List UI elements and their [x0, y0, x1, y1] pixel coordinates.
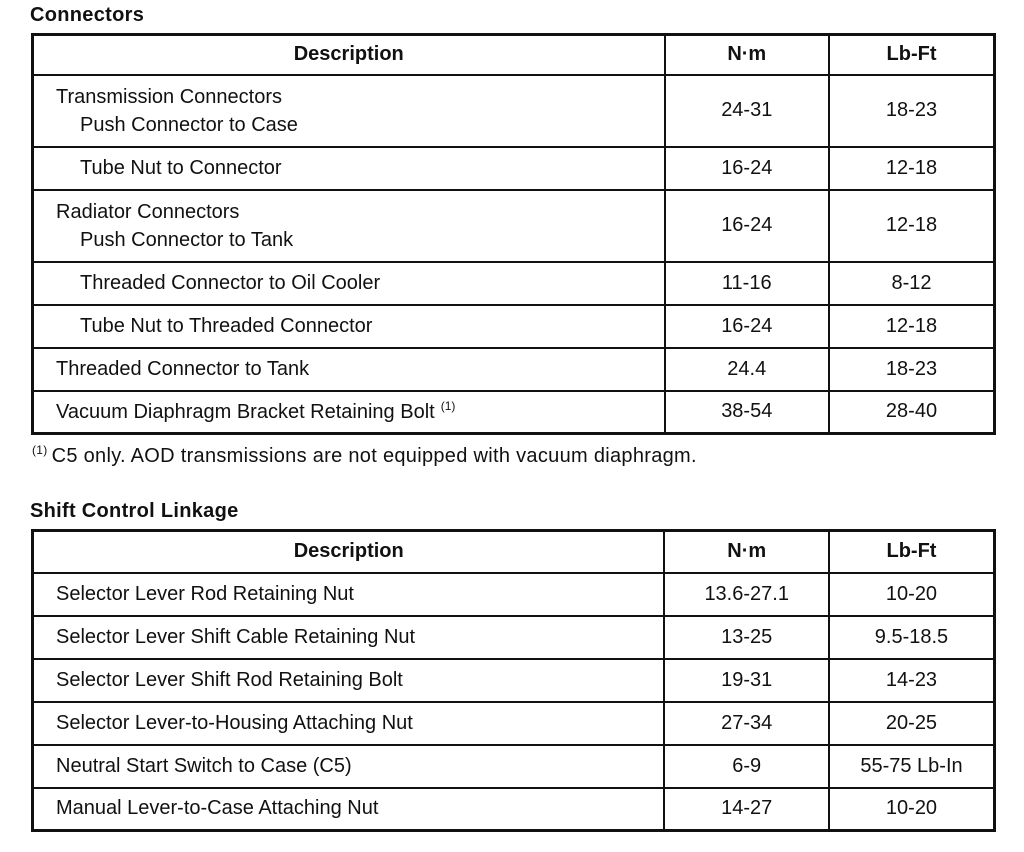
description-line: Radiator Connectors: [56, 200, 240, 223]
description-line: Tube Nut to Connector: [80, 156, 282, 179]
description-line: Vacuum Diaphragm Bracket Retaining Bolt: [56, 401, 435, 424]
description-line: Push Connector to Case: [80, 113, 298, 136]
table-row: [33, 702, 995, 745]
row-lbft: 10-20: [829, 788, 995, 831]
row-nm: 16-24: [665, 305, 830, 348]
footnote-text: C5 only. AOD transmissions are not equipped with vacuum diaphragm.: [51, 445, 697, 467]
table-header-row: [33, 531, 995, 573]
connectors-table: [31, 33, 996, 435]
header-nm: N·m: [665, 35, 830, 75]
table-row: [33, 147, 995, 190]
row-nm: 38-54: [665, 391, 830, 434]
row-description: Selector Lever-to-Housing Attaching Nut: [33, 702, 665, 745]
footnote: [32, 443, 697, 468]
row-nm: 13-25: [664, 616, 829, 659]
row-lbft: 18-23: [829, 75, 994, 147]
table-row: [33, 190, 995, 262]
row-description: Neutral Start Switch to Case (C5): [33, 745, 665, 788]
table-row: [33, 75, 995, 147]
row-nm: 6-9: [664, 745, 829, 788]
row-description: [33, 262, 665, 305]
row-description: Selector Lever Shift Rod Retaining Bolt: [33, 659, 665, 702]
row-nm: 24-31: [665, 75, 830, 147]
row-description: Selector Lever Shift Cable Retaining Nut: [33, 616, 665, 659]
row-nm: 13.6-27.1: [664, 573, 829, 616]
description-line: Threaded Connector to Oil Cooler: [80, 271, 381, 294]
table-row: [33, 616, 995, 659]
header-lbft: Lb-Ft: [829, 35, 994, 75]
header-nm: N·m: [664, 531, 829, 573]
row-lbft: 12-18: [829, 190, 994, 262]
shift-linkage-title: Shift Control Linkage: [30, 500, 239, 522]
row-nm: 11-16: [665, 262, 830, 305]
header-lbft: Lb-Ft: [829, 531, 995, 573]
table-header-row: [33, 35, 995, 75]
footnote-ref: (1): [440, 399, 456, 414]
description-line: Push Connector to Tank: [80, 228, 294, 251]
row-nm: 16-24: [665, 147, 830, 190]
row-description: Threaded Connector to Tank: [33, 348, 665, 391]
row-description: [33, 391, 665, 434]
table-row: [33, 745, 995, 788]
table-row: [33, 348, 995, 391]
table-row: [33, 573, 995, 616]
row-lbft: 28-40: [829, 391, 994, 434]
shift-linkage-table: [31, 529, 996, 832]
row-description: Selector Lever Rod Retaining Nut: [33, 573, 665, 616]
description-line: Tube Nut to Threaded Connector: [80, 314, 373, 337]
row-description: [33, 75, 665, 147]
row-nm: 14-27: [664, 788, 829, 831]
table-row: [33, 305, 995, 348]
row-lbft: 12-18: [829, 305, 994, 348]
footnote-marker: (1): [32, 443, 48, 457]
table-row: [33, 262, 995, 305]
row-lbft: 18-23: [829, 348, 994, 391]
table-row: [33, 788, 995, 831]
row-nm: 27-34: [664, 702, 829, 745]
row-lbft: 8-12: [829, 262, 994, 305]
row-nm: 16-24: [665, 190, 830, 262]
table-row: [33, 391, 995, 434]
row-description: [33, 190, 665, 262]
table-row: [33, 659, 995, 702]
row-nm: 24.4: [665, 348, 830, 391]
row-description: [33, 305, 665, 348]
connectors-title: Connectors: [30, 4, 145, 26]
row-lbft: 10-20: [829, 573, 995, 616]
row-lbft: 9.5-18.5: [829, 616, 995, 659]
row-description: [33, 147, 665, 190]
row-lbft: 12-18: [829, 147, 994, 190]
row-lbft: 20-25: [829, 702, 995, 745]
header-description: Description: [33, 531, 665, 573]
row-lbft: 55-75 Lb-In: [829, 745, 995, 788]
header-description: Description: [33, 35, 665, 75]
row-lbft: 14-23: [829, 659, 995, 702]
description-line: Transmission Connectors: [56, 85, 283, 108]
row-nm: 19-31: [664, 659, 829, 702]
row-description: Manual Lever-to-Case Attaching Nut: [33, 788, 665, 831]
